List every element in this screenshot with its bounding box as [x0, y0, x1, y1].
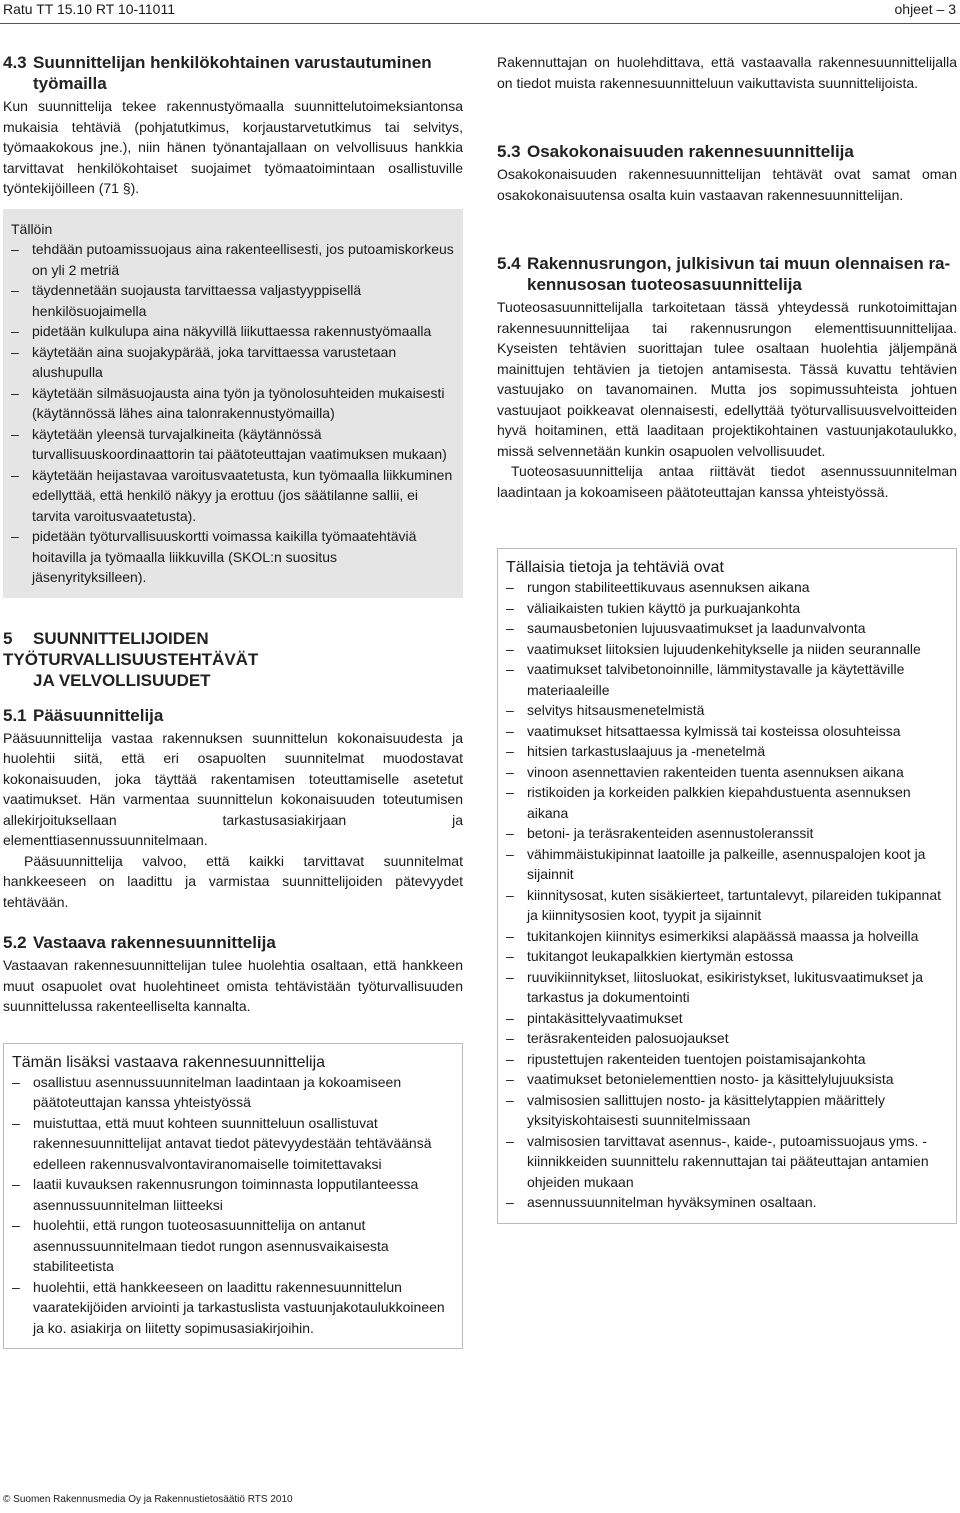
- dash-bullet-icon: –: [11, 384, 19, 401]
- list-item-text: asennussuunnitelman hyväksyminen osaltaan.: [527, 1194, 817, 1210]
- box-tallOin: [3, 209, 463, 598]
- list-item-text: vaatimukset hitsattaessa kylmissä tai kosteissa olosuhteissa: [527, 722, 901, 739]
- dash-bullet-icon: –: [506, 599, 514, 616]
- list-item: [12, 1277, 454, 1339]
- list-item-text: käytetään heijastavaa varoitusvaatetusta, kun työmaalla liikkuminen edellyttää, että henkilö näkyy ja erottuu (jos säätilanne sallii, ei tarvita varoitusvaatetusta).: [32, 466, 453, 524]
- dash-bullet-icon: –: [506, 927, 514, 944]
- dash-bullet-icon: –: [11, 282, 19, 298]
- box-list: [12, 1072, 454, 1339]
- section-title-cont: työmailla: [33, 74, 107, 93]
- section-number: 4.3: [3, 53, 27, 72]
- section-5-3-heading: [497, 141, 957, 162]
- list-item-text: valmisosien sallittujen nosto- ja käsittelytappien määrittely yksityiskohtaisesti suunnitelmissaan: [527, 1091, 885, 1128]
- list-item: [11, 465, 455, 527]
- list-item-text: kiinnitysosat, kuten sisäkierteet, tartuntalevyt, pilareiden tukipannat ja kiinnitysosien koot, tyypit ja sijainnit: [527, 886, 942, 923]
- page-header: [0, 0, 960, 22]
- dash-bullet-icon: –: [11, 343, 19, 360]
- section-5-4-p2: Tuoteosasuunnittelija antaa riittävät tiedot asennussuunnitelman laadintaan ja kokoamiseen päätoteuttajan kanssa yhteistyössä.: [497, 463, 957, 500]
- list-item: [506, 762, 948, 783]
- list-item: [506, 618, 948, 639]
- dash-bullet-icon: –: [506, 1009, 514, 1026]
- list-item-text: teräsrakenteiden palosuojaukset: [527, 1030, 729, 1046]
- list-item-text: tukitangot leukapalkkien kiertymän estossa: [527, 948, 794, 964]
- dash-bullet-icon: –: [506, 640, 514, 657]
- list-item: [506, 946, 948, 967]
- list-item-text: vaatimukset liitoksien lujuudenkehitykselle ja niiden seurannalle: [527, 640, 921, 657]
- dash-bullet-icon: –: [506, 743, 514, 759]
- section-4-3-body: Kun suunnittelija tekee rakennustyömaalla suunnittelutoimeksiantonsa mukaisia tehtäviä (pohjatutkimus, korjaustarvetutkimus tai selvitys, työmaakokous jne.), niin hänen työnantajallaan on velvollisuus hankkia tarvittavat henkilökohtaiset suojaimet työmaatoimintaan osallistuville työntekijöilleen (71 §).: [3, 98, 463, 196]
- dash-bullet-icon: –: [11, 241, 19, 257]
- dash-bullet-icon: –: [506, 1132, 514, 1149]
- list-item: [506, 1069, 948, 1090]
- dash-bullet-icon: –: [506, 579, 514, 595]
- list-item: [506, 1008, 948, 1029]
- section-5-3-p1: Osakokonaisuuden rakennesuunnittelijan tehtävät ovat samat oman osakokonaisuutensa osalta kuin vastaavan rakennesuunnittelijan.: [497, 166, 957, 203]
- list-item-text: rungon stabiliteettikuvaus asennuksen aikana: [527, 579, 810, 595]
- list-item-text: huolehtii, että hankkeeseen on laadittu rakennesuunnittelun vaaratekijöiden arviointi ja tarkastuslista vastuunjakotaulukkoineen ja ko. asiakirja on liitetty sopimusasiakirjoihin.: [33, 1278, 445, 1336]
- list-item-text: pidetään työturvallisuuskortti voimassa kaikilla työmaatehtäviä hoitavilla ja työmaalla liikkuvilla (SKOL:n suositus jäsenyrityksilleen).: [32, 528, 417, 585]
- dash-bullet-icon: –: [11, 528, 19, 544]
- list-item: [506, 1131, 948, 1193]
- list-item-text: selvitys hitsausmenetelmistä: [527, 702, 705, 718]
- list-item-text: käytetään aina suojakypärää, joka tarvittaessa varustetaan alushupulla: [32, 343, 397, 380]
- dash-bullet-icon: –: [506, 825, 514, 841]
- section-title-cont: JA VELVOLLISUUDET: [33, 670, 211, 690]
- list-item-text: vinoon asennettavien rakenteiden tuenta asennuksen aikana: [527, 763, 904, 780]
- list-item: [506, 823, 948, 844]
- dash-bullet-icon: –: [12, 1278, 20, 1295]
- left-column: [3, 52, 463, 1349]
- header-left: Ratu TT 15.10 RT 10-11011: [3, 1, 176, 17]
- list-item-text: hitsien tarkastuslaajuus ja -menetelmä: [527, 743, 766, 759]
- dash-bullet-icon: –: [11, 466, 19, 483]
- list-item: [506, 1090, 948, 1131]
- list-item: [506, 844, 948, 885]
- list-item-text: pintakäsittelyvaatimukset: [527, 1009, 683, 1026]
- dash-bullet-icon: –: [12, 1217, 20, 1233]
- page-footer: © Suomen Rakennusmedia Oy ja Rakennustietosäätiö RTS 2010: [3, 1494, 293, 1505]
- dash-bullet-icon: –: [506, 886, 514, 903]
- dash-bullet-icon: –: [12, 1114, 20, 1131]
- list-item: [506, 967, 948, 1008]
- dash-bullet-icon: –: [12, 1073, 20, 1090]
- list-item-text: huolehtii, että rungon tuoteosasuunnittelija on antanut asennussuunnitelmaan tiedot rungon asennusvaikaisesta stabiliteetista: [33, 1217, 389, 1274]
- dash-bullet-icon: –: [11, 323, 19, 339]
- list-item: [506, 721, 948, 742]
- section-5-1-p2: Pääsuunnittelija valvoo, että kaikki tarvittavat suunnitelmat hankkeeseen on laadittu ja varmistaa suunnittelijoiden pätevyydet tehtävään.: [3, 852, 463, 910]
- dash-bullet-icon: –: [506, 1091, 514, 1108]
- list-item-text: käytetään silmäsuojausta aina työn ja työnolosuhteiden mukaisesti (käytännössä lähes aina talonrakennustyömailla): [32, 384, 445, 421]
- list-item: [506, 700, 948, 721]
- dash-bullet-icon: –: [506, 763, 514, 780]
- section-title: Osakokonaisuuden rakennesuunnittelija: [527, 142, 854, 161]
- list-item: [12, 1113, 454, 1175]
- list-item-text: käytetään yleensä turvajalkineita (käytännössä turvallisuuskoordinaattorin tai päätoteuttajan vaatimuksen mukaan): [32, 425, 447, 462]
- list-item: [506, 885, 948, 926]
- dash-bullet-icon: –: [506, 1050, 514, 1067]
- list-item-text: laatii kuvauksen rakennusrungon toiminnasta lopputilanteessa asennussuunnitelman liitteeksi: [33, 1176, 419, 1213]
- section-5-4-heading: [497, 253, 957, 295]
- list-item-text: vaatimukset betonielementtien nosto- ja käsittelylujuuksista: [527, 1071, 894, 1087]
- section-number: 5.3: [497, 142, 521, 161]
- list-item: [11, 383, 455, 424]
- dash-bullet-icon: –: [506, 702, 514, 718]
- list-item-text: väliaikaisten tukien käyttö ja purkuajankohta: [527, 599, 801, 616]
- list-item: [506, 1192, 948, 1213]
- dash-bullet-icon: –: [11, 425, 19, 442]
- box-information: [497, 548, 957, 1224]
- section-number: 5.1: [3, 705, 27, 725]
- list-item: [506, 782, 948, 823]
- section-title: SUUNNITTELIJOIDEN TYÖTURVALLISUUSTEHTÄVÄT: [3, 628, 259, 669]
- box-list: [11, 239, 455, 588]
- list-item: [11, 280, 455, 321]
- list-item: [506, 659, 948, 700]
- section-4-3-heading: [3, 52, 463, 94]
- section-title-cont: kennusosan tuoteosasuunnittelija: [527, 275, 802, 294]
- list-item-text: pidetään kulkulupa aina näkyvillä liikuttaessa rakennustyömaalla: [32, 323, 432, 339]
- dash-bullet-icon: –: [506, 968, 514, 985]
- list-item-text: saumausbetonien lujuusvaatimukset ja laadunvalvonta: [527, 620, 866, 636]
- list-item: [11, 342, 455, 383]
- section-title: Suunnittelijan henkilökohtainen varustautuminen: [33, 53, 432, 72]
- list-item: [506, 639, 948, 660]
- list-item-text: ruuvikiinnitykset, liitosluokat, esikiristykset, lukitusvaatimukset ja tarkastus ja dokumentointi: [527, 968, 924, 1005]
- list-item-text: vähimmäistukipinnat laatoille ja palkeille, asennuspalojen koot ja sijainnit: [527, 845, 926, 882]
- section-5-2-heading: [3, 932, 463, 953]
- list-item-text: valmisosien tarvittavat asennus-, kaide-, putoamissuojaus yms. -kiinnikkeiden suunnittelu rakennuttajan tai pääteuttajan antamien ohjeiden mukaan: [527, 1132, 929, 1190]
- section-5-2-p1: Vastaavan rakennesuunnittelijan tulee huolehtia osaltaan, että hankkeen muut osapuolet ovat huolehtineet omista tehtävistään työturvallisuuden suunnittelussa rakenteelliselta kannalta.: [3, 957, 463, 1014]
- box-intro: Tällöin: [11, 220, 53, 237]
- section-title: Pääsuunnittelija: [33, 705, 164, 725]
- box-intro: Tämän lisäksi vastaava rakennesuunnittelija: [12, 1053, 326, 1071]
- list-item: [506, 598, 948, 619]
- dash-bullet-icon: –: [506, 722, 514, 739]
- list-item: [12, 1174, 454, 1215]
- section-title: Rakennusrungon, julkisivun tai muun olennaisen ra-: [527, 254, 951, 273]
- list-item: [11, 526, 455, 588]
- right-column: [497, 52, 957, 1224]
- section-5-heading: [3, 628, 463, 691]
- list-item-text: täydennetään suojausta tarvittaessa valjastyyppisellä henkilösuojaimella: [32, 282, 362, 319]
- dash-bullet-icon: –: [506, 1071, 514, 1087]
- section-number: 5.4: [497, 254, 521, 273]
- right-intro-paragraph: Rakennuttajan on huolehdittava, että vastaavalla rakennesuunnittelijalla on tiedot muista rakennesuunnitteluun vaikuttavista suunnittelijoista.: [497, 54, 957, 91]
- list-item-text: muistuttaa, että muut kohteen suunnitteluun osallistuvat rakennesuunnittelijat antavat tiedot pätevyydestään tehtäväänsä edelleen rakennusvalvontaviranomaiselle toimitettavaksi: [33, 1114, 432, 1172]
- dash-bullet-icon: –: [506, 1194, 514, 1210]
- list-item: [12, 1072, 454, 1113]
- box-responsibilities: [3, 1043, 463, 1350]
- dash-bullet-icon: –: [506, 661, 514, 677]
- section-number: 5: [3, 628, 13, 648]
- section-5-4-p1: Tuoteosasuunnittelijalla tarkoitetaan tässä yhteydessä runkotoimittajan rakennesuunnittelijaa tai rakennusrungon elementtisuunnittelijaa. Kyseisten tehtävien suorittajan tulee osaltaan huolehtia jäljempänä mainittujen tehtävien ja tietojen antamisesta. Tässä kuvattu tehtävien vastuujako on tavanomainen. Mutta jos sopimussuhteista johtuen vastuujaot poikkeavat olennaisesti, edellyttää työturvallisuusvelvoitteiden hyvä hoitaminen, että laaditaan projektikohtainen vastuunjakotaulukko, missä selvennetään kunkin osapuolen velvollisuudet.: [497, 299, 957, 459]
- dash-bullet-icon: –: [506, 784, 514, 800]
- list-item: [506, 1049, 948, 1070]
- list-item-text: vaatimukset talvibetonoinnille, lämmitystavalle ja käytettäville materiaaleille: [527, 661, 905, 698]
- section-number: 5.2: [3, 933, 27, 952]
- list-item-text: tehdään putoamissuojaus aina rakenteellisesti, jos putoamiskorkeus on yli 2 metriä: [32, 241, 454, 278]
- header-right: ohjeet – 3: [894, 1, 956, 17]
- list-item: [11, 424, 455, 465]
- list-item-text: ripustettujen rakenteiden tuentojen poistamisajankohta: [527, 1050, 866, 1067]
- dash-bullet-icon: –: [506, 845, 514, 862]
- dash-bullet-icon: –: [506, 620, 514, 636]
- section-title: Vastaava rakennesuunnittelija: [33, 933, 276, 952]
- list-item: [11, 321, 455, 342]
- list-item-text: tukitankojen kiinnitys esimerkiksi alapäässä maassa ja holveilla: [527, 927, 919, 944]
- dash-bullet-icon: –: [506, 1030, 514, 1046]
- list-item: [506, 926, 948, 947]
- dash-bullet-icon: –: [506, 948, 514, 964]
- box-list: [506, 577, 948, 1213]
- list-item: [506, 741, 948, 762]
- section-5-1-heading: [3, 705, 463, 726]
- list-item-text: ristikoiden ja korkeiden palkkien kiepahdustuenta asennuksen aikana: [527, 784, 911, 821]
- header-rule: [0, 23, 960, 24]
- box-intro: Tällaisia tietoja ja tehtäviä ovat: [506, 559, 724, 576]
- dash-bullet-icon: –: [12, 1176, 20, 1192]
- list-item: [506, 1028, 948, 1049]
- list-item-text: betoni- ja teräsrakenteiden asennustoleranssit: [527, 825, 814, 841]
- list-item-text: osallistuu asennussuunnitelman laadintaan ja kokoamiseen päätoteuttajan kanssa yhteistyössä: [33, 1073, 402, 1110]
- section-5-1-p1: Pääsuunnittelija vastaa rakennuksen suunnittelun kokonaisuudesta ja huolehtii siitä, että eri osapuolten suunnitelmat muodostavat kokonaisuuden, joka täyttää rakentamisen toteuttamiselle asetetut vaatimukset. Hän varmentaa suunnittelun kokonaisuuden toteutumisen allekirjoituksellaan tarkastusasiakirjaan ja elementtiasennussuunnitelmaan.: [3, 729, 463, 848]
- list-item: [506, 577, 948, 598]
- list-item: [12, 1215, 454, 1277]
- list-item: [11, 239, 455, 280]
